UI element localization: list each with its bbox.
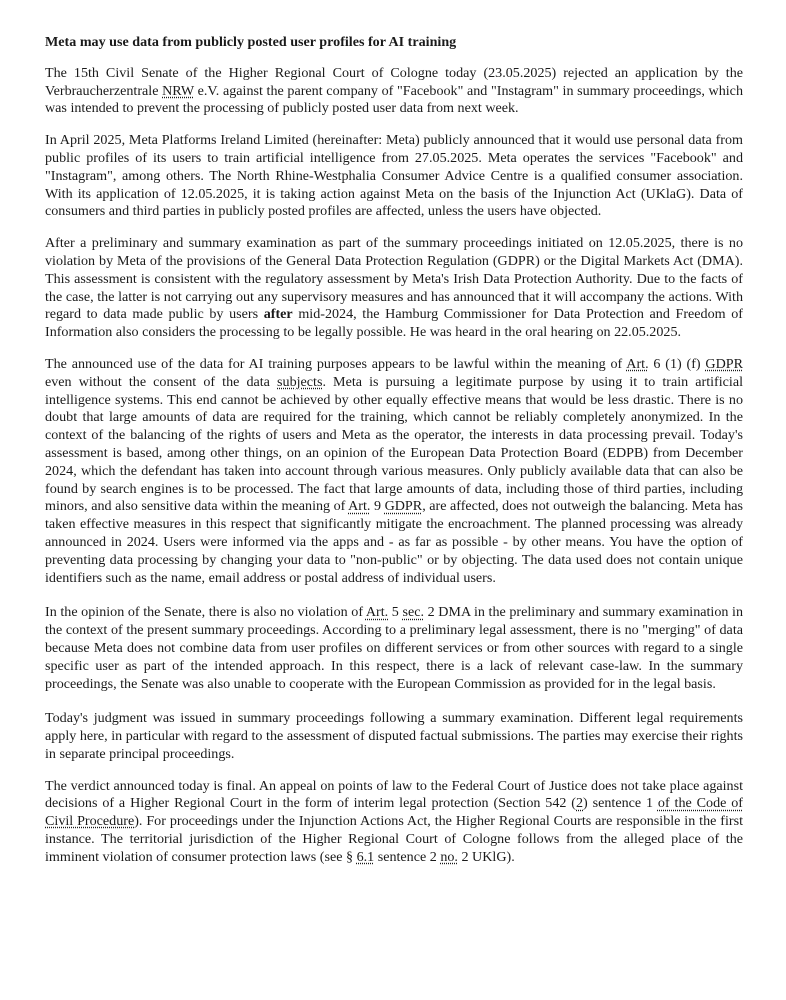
abbr-art-1: Art. <box>626 355 649 372</box>
p7-text-a: The verdict announced today is final. An appeal on points of law to the Federal Court of Justice does not take place against decisions of a Higher Regional Court in the form of interim legal protection (Section 542 ( <box>45 777 743 812</box>
p1-text-a: The 15th Civil Senate of the Higher Regional Court of Cologne today (23.05.2025) rejected an application by the Verbraucherzentrale <box>45 64 743 99</box>
abbr-art-3: Art. <box>365 604 389 621</box>
p4-text-f: , are affected, does not outweigh the balancing. Meta has taken effective measures in this respect that significantly mitigate the encroachment. The planned processing was already announced in 2024. Users were informed via the apps and - as far as possible - by other means. You have the option of preventing data processing by changing your data to "non-public" or by objecting. The data used does not contain unique identifiers such as the name, email address or postal address of individual users. <box>45 498 743 586</box>
p7-text-d: sentence 2 <box>374 848 441 865</box>
p3-bold-after: after <box>263 306 293 323</box>
p3-text-b: mid-2024, the Hamburg Commissioner for Data Protection and Freedom of Information also considers the processing to be legally possible. He was heard in the oral hearing on 22.05.2025. <box>45 306 743 341</box>
paragraph-6: Today's judgment was issued in summary proceedings following a summary examination. Different legal requirements apply here, in particular with regard to the assessment of disputed factual submissions. The parties may exercise their rights in separate principal proceedings. <box>45 710 743 762</box>
p5-text-b: 5 <box>388 604 403 621</box>
paragraph-1 <box>45 65 743 118</box>
abbr-code: of the Code of Civil Procedure <box>45 795 743 830</box>
abbr-sec: sec. <box>402 604 424 621</box>
p4-text-d: . Meta is pursuing a legitimate purpose by using it to train artificial intelligence systems. This end cannot be achieved by other equally effective means that would be less drastic. There is no doubt that large amounts of data are required for the training, which cannot be reliably completely anonymized. In the context of the balancing of the rights of users and Meta as the operator, the interests in data processing prevail. Today's assessment is based, among other things, on an opinion of the European Data Protection Board (EDPB) from December 2024, which the defendant has taken into account through various measures. Only publicly available data that can also be found by search engines is to be processed. The fact that large amounts of data, including those of third parties, including minors, and also sensitive data within the meaning of <box>45 373 743 515</box>
p7-text-c: ). For proceedings under the Injunction Actions Act, the Higher Regional Courts are responsible in the first instance. The territorial jurisdiction of the Higher Regional Court of Cologne follows from the alleged place of the imminent violation of consumer protection laws (see § <box>45 813 743 865</box>
document <box>45 34 743 881</box>
abbr-two: 2 <box>576 795 584 812</box>
p4-text-c: even without the consent of the data <box>45 373 278 390</box>
abbr-gdpr-1: GDPR <box>705 355 744 372</box>
paragraph-7 <box>45 778 743 867</box>
page-title: Meta may use data from publicly posted user profiles for AI training <box>45 34 457 50</box>
p5-text-a: In the opinion of the Senate, there is also no violation of <box>45 604 366 621</box>
abbr-no: no. <box>440 848 458 865</box>
paragraph-3 <box>45 235 743 342</box>
abbr-subjects: subjects <box>277 373 323 390</box>
p5-text-c: 2 DMA in the preliminary and summary examination in the context of the present summary proceedings. According to a preliminary legal assessment, there is no "merging" of data because Meta does not combine data from user profiles on different services or from other sources with regard to a single specific user as part of the intended approach. In this respect, there is a lack of relevant case-law. In the summary proceedings, the Senate was also unable to cooperate with the European Commission as provided for in the legal basis. <box>45 604 744 692</box>
p7-text-b: ) sentence 1 <box>583 795 658 812</box>
p4-text-b: 6 (1) (f) <box>648 355 706 372</box>
p4-text-a: The announced use of the data for AI training purposes appears to be lawful within the meaning of <box>45 355 627 372</box>
abbr-gdpr-2: GDPR <box>384 498 423 515</box>
paragraph-5 <box>45 604 743 693</box>
abbr-nrw: NRW <box>162 82 194 99</box>
paragraph-2: In April 2025, Meta Platforms Ireland Limited (hereinafter: Meta) publicly announced that it would use personal data from public profiles of its users to train artificial intelligence from 27.05.2025. Meta operates the services "Facebook" and "Instagram", among others. The North Rhine-Westphalia Consumer Advice Centre is a qualified consumer association. With its application of 12.05.2025, it is taking action against Meta on the basis of the Injunction Act (UKlaG). Data of consumers and third parties in publicly posted profiles are affected, unless the users have objected. <box>45 132 743 220</box>
abbr-six-one: 6.1 <box>356 848 375 865</box>
paragraph-4 <box>45 356 743 587</box>
p7-text-e: 2 UKlG). <box>457 848 515 865</box>
abbr-art-2: Art. <box>348 498 371 515</box>
p3-text-a: After a preliminary and summary examination as part of the summary proceedings initiated on 12.05.2025, there is no violation by Meta of the provisions of the General Data Protection Regulation (GDPR) or the Digital Markets Act (DMA). This assessment is consistent with the regulatory assessment by Meta's Irish Data Protection Authority. Due to the facts of the case, the latter is not carrying out any supervisory measures and has announced that it will accompany the actions. With regard to data made public by users <box>45 235 743 323</box>
p4-text-e: 9 <box>370 498 385 515</box>
p1-text-c: e.V. against the parent company of "Facebook" and "Instagram" in summary proceedings, which was intended to prevent the processing of publicly posted user data from next week. <box>45 82 743 117</box>
